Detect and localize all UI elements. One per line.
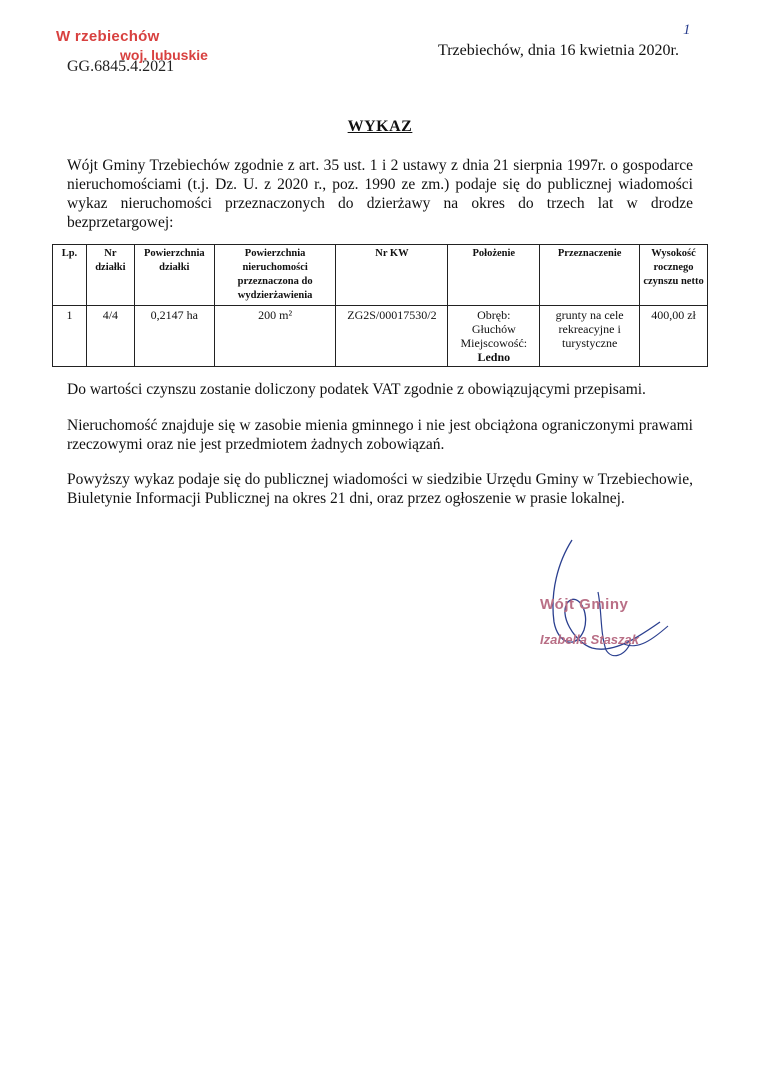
cell-polozenie-miejsc-label: Miejscowość: xyxy=(460,336,528,350)
document-title: WYKAZ xyxy=(347,118,413,135)
cell-lp: 1 xyxy=(53,306,87,367)
header-nr-kw: Nr KW xyxy=(336,245,448,306)
office-stamp-line2: woj. lubuskie xyxy=(120,47,208,63)
cell-polozenie-miejsc-name: Ledno xyxy=(477,350,511,364)
cell-czynsz: 400,00 zł xyxy=(640,306,708,367)
property-status-paragraph: Nieruchomość znajduje się w zasobie mienia gminnego i nie jest obciążona ograniczonymi prawami rzeczowymi oraz nie jest przedmiotem żadnych zobowiązań. xyxy=(67,417,693,453)
cell-nr-kw: ZG2S/00017530/2 xyxy=(336,306,448,367)
cell-nr-dzialki: 4/4 xyxy=(86,306,134,367)
header-pow-dzialki: Powierzchnia działki xyxy=(134,245,214,306)
header-nr-dzialki: Nr działki xyxy=(86,245,134,306)
header-lp: Lp. xyxy=(53,245,87,306)
place-date xyxy=(438,22,691,60)
case-number: GG.6845.4.2021 xyxy=(67,58,175,75)
signature-stamp-name: Izabella Staszak xyxy=(540,632,639,647)
header-pow-nieruch: Powierzchnia nieruchomości przeznaczona do wydzierżawienia xyxy=(214,245,336,306)
header-przeznaczenie: Przeznaczenie xyxy=(540,245,640,306)
vat-paragraph: Do wartości czynszu zostanie doliczony podatek VAT zgodnie z obowiązującymi przepisami. xyxy=(67,381,646,398)
table-header-row xyxy=(53,245,708,306)
cell-polozenie xyxy=(448,306,540,367)
signature-stamp-title: Wójt Gminy xyxy=(540,596,629,613)
cell-pow-dzialki: 0,2147 ha xyxy=(134,306,214,367)
publication-paragraph: Powyższy wykaz podaje się do publicznej wiadomości w siedzibie Urzędu Gminy w Trzebiechowie, Biuletynie Informacji Publicznej na okres 21 dni, oraz przez ogłoszenie w prasie lokalnej. xyxy=(67,471,693,507)
header-czynsz: Wysokość rocznego czynszu netto xyxy=(640,245,708,306)
office-stamp-line1: W rzebiechów xyxy=(56,28,160,45)
place-date-text: Trzebiechów, dnia 16 kwietnia 2020r. xyxy=(438,42,679,59)
cell-przeznaczenie: grunty na cele rekreacyjne i turystyczne xyxy=(540,306,640,367)
cell-polozenie-obreb-label: Obręb: xyxy=(477,308,511,322)
table-row xyxy=(53,306,708,367)
cell-pow-nieruch: 200 m² xyxy=(214,306,336,367)
office-stamp xyxy=(56,28,208,63)
intro-paragraph: Wójt Gminy Trzebiechów zgodnie z art. 35 ust. 1 i 2 ustawy z dnia 21 sierpnia 1997r. o gospodarce nieruchomościami (t.j. Dz. U. z 2020 r., poz. 1990 ze zm.) podaje się do publicznej wiadomości wykaz nieruchomości przeznaczonych do dzierżawy na okres do trzech lat w drodze bezprzetargowej: xyxy=(67,157,693,231)
date-handwritten-correction: 1 xyxy=(683,22,691,38)
cell-polozenie-obreb-name: Głuchów xyxy=(471,322,516,336)
property-table xyxy=(52,244,708,367)
header-polozenie: Położenie xyxy=(448,245,540,306)
